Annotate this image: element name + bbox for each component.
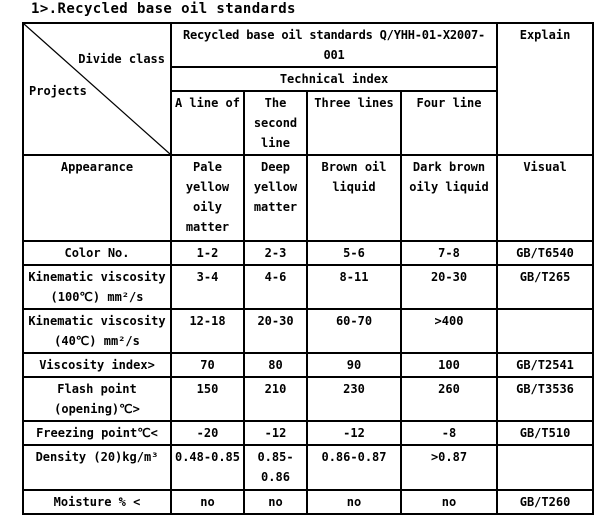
grade-column-header: A line of: [171, 91, 244, 155]
header-row-standard: [23, 23, 593, 67]
project-cell: Freezing point℃<: [23, 421, 171, 445]
value-cell: 20-30: [401, 265, 497, 309]
value-cell: 8-11: [307, 265, 401, 309]
table-row: [23, 155, 593, 241]
value-cell: no: [244, 490, 307, 514]
standards-table: [22, 22, 594, 515]
value-cell: no: [307, 490, 401, 514]
value-cell: 1-2: [171, 241, 244, 265]
value-cell: 60-70: [307, 309, 401, 353]
projects-label: Projects: [29, 84, 87, 98]
value-cell: >400: [401, 309, 497, 353]
corner-cell: [23, 23, 171, 155]
value-cell: 7-8: [401, 241, 497, 265]
value-cell: 4-6: [244, 265, 307, 309]
value-cell: no: [171, 490, 244, 514]
value-cell: -8: [401, 421, 497, 445]
value-cell: 230: [307, 377, 401, 421]
explain-cell: [497, 309, 593, 353]
explain-column-header: Explain: [497, 23, 593, 155]
table-row: [23, 309, 593, 353]
project-cell: Density (20)kg/m³: [23, 445, 171, 490]
value-cell: 0.86-0.87: [307, 445, 401, 490]
table-row: [23, 490, 593, 514]
grade-column-header: Four line: [401, 91, 497, 155]
value-cell: no: [401, 490, 497, 514]
explain-cell: GB/T6540: [497, 241, 593, 265]
explain-cell: GB/T510: [497, 421, 593, 445]
technical-index-header: Technical index: [171, 67, 497, 91]
value-cell: -20: [171, 421, 244, 445]
grade-column-header: Three lines: [307, 91, 401, 155]
table-row: [23, 377, 593, 421]
project-cell: Viscosity index>: [23, 353, 171, 377]
explain-cell: Visual: [497, 155, 593, 241]
value-cell: -12: [307, 421, 401, 445]
grade-column-header: The second line: [244, 91, 307, 155]
project-cell: Kinematic viscosity (100℃) mm²/s: [23, 265, 171, 309]
value-cell: 210: [244, 377, 307, 421]
table-row: [23, 241, 593, 265]
explain-cell: [497, 445, 593, 490]
value-cell: 5-6: [307, 241, 401, 265]
value-cell: 80: [244, 353, 307, 377]
value-cell: 100: [401, 353, 497, 377]
explain-cell: GB/T260: [497, 490, 593, 514]
value-cell: 0.48-0.85: [171, 445, 244, 490]
project-cell: Color No.: [23, 241, 171, 265]
value-cell: 0.85-0.86: [244, 445, 307, 490]
explain-cell: GB/T3536: [497, 377, 593, 421]
project-cell: Moisture % <: [23, 490, 171, 514]
project-cell: Kinematic viscosity (40℃) mm²/s: [23, 309, 171, 353]
value-cell: Brown oil liquid: [307, 155, 401, 241]
table-row: [23, 445, 593, 490]
value-cell: 20-30: [244, 309, 307, 353]
value-cell: >0.87: [401, 445, 497, 490]
explain-cell: GB/T2541: [497, 353, 593, 377]
value-cell: -12: [244, 421, 307, 445]
value-cell: 260: [401, 377, 497, 421]
value-cell: 12-18: [171, 309, 244, 353]
project-cell: Appearance: [23, 155, 171, 241]
value-cell: Pale yellow oily matter: [171, 155, 244, 241]
standard-code-header: Recycled base oil standards Q/YHH-01-X2007-001: [171, 23, 497, 67]
value-cell: 90: [307, 353, 401, 377]
value-cell: 70: [171, 353, 244, 377]
value-cell: 150: [171, 377, 244, 421]
divide-class-label: Divide class: [78, 52, 165, 66]
project-cell: Flash point (opening)℃>: [23, 377, 171, 421]
table-row: [23, 421, 593, 445]
value-cell: 3-4: [171, 265, 244, 309]
table-row: [23, 353, 593, 377]
explain-cell: GB/T265: [497, 265, 593, 309]
value-cell: 2-3: [244, 241, 307, 265]
value-cell: Dark brown oily liquid: [401, 155, 497, 241]
page-title: 1>.Recycled base oil standards: [31, 1, 296, 17]
value-cell: Deep yellow matter: [244, 155, 307, 241]
table-row: [23, 265, 593, 309]
